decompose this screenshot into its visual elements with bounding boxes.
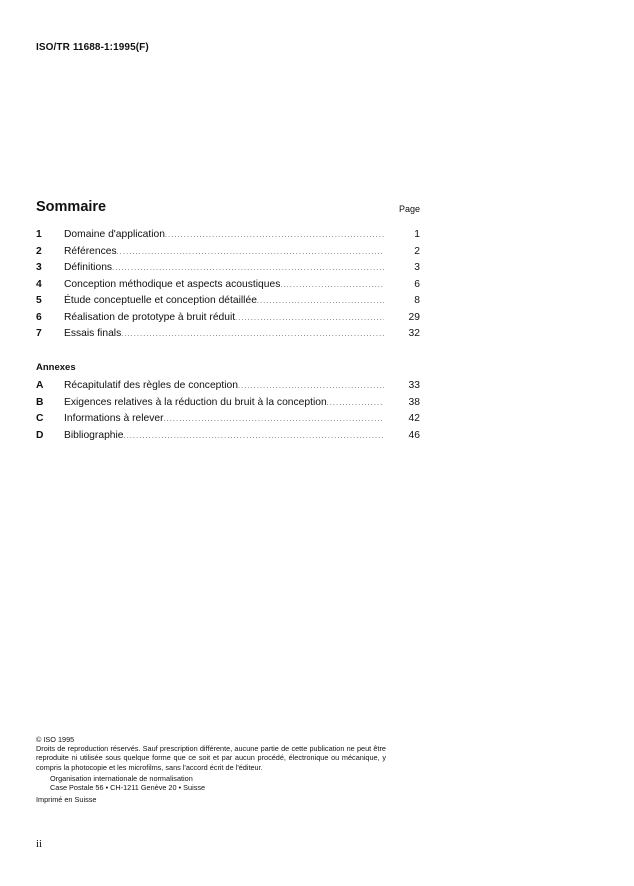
toc-entry-label: Réalisation de prototype à bruit réduit <box>64 311 236 323</box>
dot-leader <box>257 294 384 311</box>
toc-entry-number: 5 <box>36 295 42 306</box>
toc-entry-page: 32 <box>408 328 420 339</box>
annex-entry-letter: C <box>36 413 44 424</box>
toc-entry-number: 6 <box>36 311 42 323</box>
toc-list <box>36 227 420 343</box>
annex-entry-page: 38 <box>408 396 420 408</box>
dot-leader <box>235 311 384 328</box>
annex-entry-letter: D <box>36 429 44 441</box>
dot-leader <box>164 412 384 429</box>
document-code: ISO/TR 11688-1:1995(F) <box>36 42 149 53</box>
dot-leader <box>124 429 384 446</box>
toc-entry-label: Conception méthodique et aspects acoustiques <box>64 278 281 290</box>
annex-entry[interactable] <box>36 395 420 412</box>
toc-entry[interactable] <box>36 244 420 261</box>
annex-entry-label: Exigences relatives à la réduction du bruit à la conception <box>64 396 327 408</box>
toc-entry[interactable] <box>36 310 420 327</box>
toc-entry-number: 3 <box>36 262 42 273</box>
toc-entry-number: 2 <box>36 245 42 257</box>
toc-entry-label: Références <box>64 245 117 257</box>
toc-entry[interactable] <box>36 277 420 294</box>
toc-entry-label: Définitions <box>64 262 113 273</box>
toc-entry-label: Domaine d'application <box>64 229 165 240</box>
annex-entry[interactable] <box>36 378 420 395</box>
annex-list <box>36 378 420 444</box>
printed-in: Imprimé en Suisse <box>36 795 97 805</box>
dot-leader <box>121 327 384 344</box>
toc-entry[interactable] <box>36 260 420 277</box>
toc-entry-label: Étude conceptuelle et conception détaillée <box>64 295 257 306</box>
toc-entry-page: 2 <box>414 245 420 257</box>
toc-title: Sommaire <box>36 199 107 215</box>
annex-entry[interactable] <box>36 428 420 445</box>
dot-leader <box>238 379 384 396</box>
copyright-block <box>36 735 386 804</box>
annex-entry-letter: A <box>36 380 44 391</box>
annex-entry-label: Récapitulatif des règles de conception <box>64 380 239 391</box>
annex-entry[interactable] <box>36 411 420 428</box>
annex-entry-page: 33 <box>408 380 420 391</box>
annex-entry-page: 46 <box>408 429 420 441</box>
toc-entry-page: 1 <box>414 229 420 240</box>
rights-notice: Droits de reproduction réservés. Sauf prescription différente, aucune partie de cette publication ne peut être reproduite ni utilisée sous quelque forme que ce soit et par aucun procédé, électronique ou mécanique, y compris la photocopie et les microfilms, sans l'accord écrit de l'éditeur. <box>36 744 386 772</box>
toc-entry-page: 8 <box>414 295 420 306</box>
toc-entry-number: 4 <box>36 278 42 290</box>
organisation-name: Organisation internationale de normalisation <box>50 773 193 783</box>
dot-leader <box>327 396 384 413</box>
organisation-address: Case Postale 56 • CH-1211 Genève 20 • Suisse <box>50 783 206 793</box>
dot-leader <box>112 261 384 278</box>
toc-entry[interactable] <box>36 227 420 244</box>
annex-entry-page: 42 <box>408 413 420 424</box>
toc-entry[interactable] <box>36 293 420 310</box>
page-column-label: Page <box>398 204 420 214</box>
dot-leader <box>165 228 384 245</box>
toc-entry-number: 7 <box>36 328 42 339</box>
dot-leader <box>117 245 384 262</box>
annex-entry-label: Bibliographie <box>64 429 124 441</box>
toc-entry-label: Essais finals <box>64 328 122 339</box>
toc-entry-number: 1 <box>36 229 42 240</box>
page-number: ii <box>36 838 43 850</box>
toc-entry-page: 29 <box>408 311 420 323</box>
dot-leader <box>280 278 384 295</box>
copyright-line: © ISO 1995 <box>36 735 75 744</box>
toc-entry-page: 6 <box>414 278 420 290</box>
annex-entry-label: Informations à relever <box>64 413 164 424</box>
annex-heading: Annexes <box>36 362 76 373</box>
toc-entry[interactable] <box>36 326 420 343</box>
toc-entry-page: 3 <box>414 262 420 273</box>
annex-entry-letter: B <box>36 396 44 408</box>
